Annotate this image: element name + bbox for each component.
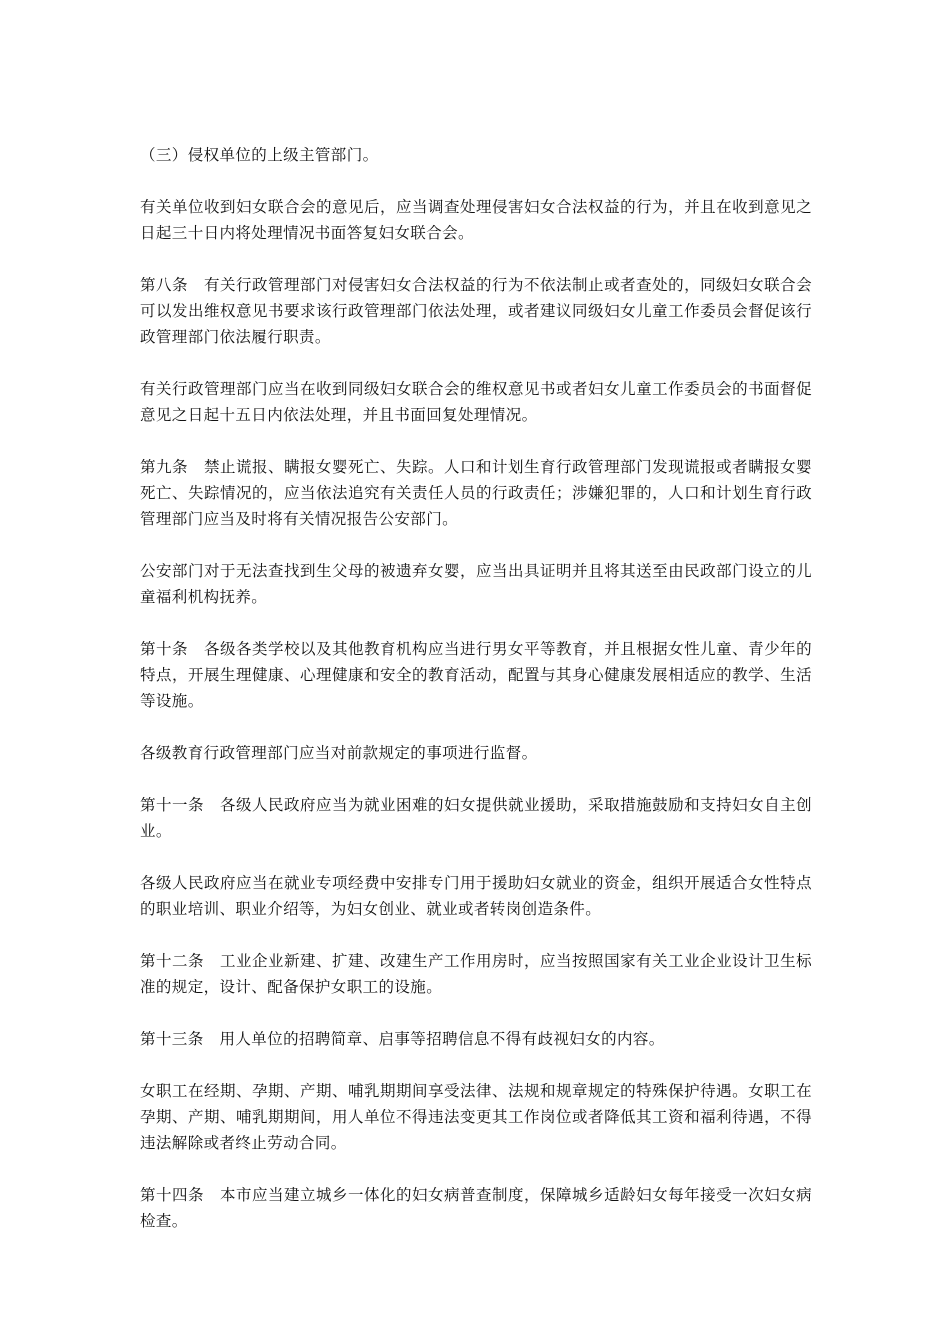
paragraph-education-supervision: 各级教育行政管理部门应当对前款规定的事项进行监督。	[140, 744, 538, 762]
paragraph-reply-within-15-days: 有关行政管理部门应当在收到同级妇女联合会的维权意见书或者妇女儿童工作委员会的书面督促意见之日起十五日内依法处理，并且书面回复处理情况。	[140, 380, 812, 424]
paragraph-reply-within-30-days: 有关单位收到妇女联合会的意见后，应当调查处理侵害妇女合法权益的行为，并且在收到意见之日起三十日内将处理情况书面答复妇女联合会。	[140, 198, 812, 242]
article-8: 第八条 有关行政管理部门对侵害妇女合法权益的行为不依法制止或者查处的，同级妇女联合会可以发出维权意见书要求该行政管理部门依法处理，或者建议同级妇女儿童工作委员会督促该行政管理部门依法履行职责。	[140, 276, 812, 346]
document-page	[140, 142, 812, 1260]
article-9: 第九条 禁止谎报、瞒报女婴死亡、失踪。人口和计划生育行政管理部门发现谎报或者瞒报女婴死亡、失踪情况的，应当依法追究有关责任人员的行政责任；涉嫌犯罪的，人口和计划生育行政管理部门应当及时将有关情况报告公安部门。	[140, 458, 812, 528]
paragraph-employment-funds: 各级人民政府应当在就业专项经费中安排专门用于援助妇女就业的资金，组织开展适合女性特点的职业培训、职业介绍等，为妇女创业、就业或者转岗创造条件。	[140, 874, 812, 918]
paragraph-superior-department: （三）侵权单位的上级主管部门。	[140, 146, 379, 164]
article-12: 第十二条 工业企业新建、扩建、改建生产工作用房时，应当按照国家有关工业企业设计卫生标准的规定，设计、配备保护女职工的设施。	[140, 952, 812, 996]
article-14: 第十四条 本市应当建立城乡一体化的妇女病普查制度，保障城乡适龄妇女每年接受一次妇女病检查。	[140, 1186, 812, 1230]
paragraph-female-worker-protection: 女职工在经期、孕期、产期、哺乳期期间享受法律、法规和规章规定的特殊保护待遇。女职工在孕期、产期、哺乳期期间，用人单位不得违法变更其工作岗位或者降低其工资和福利待遇，不得违法解除或者终止劳动合同。	[140, 1082, 812, 1152]
paragraph-abandoned-infants: 公安部门对于无法查找到生父母的被遗弃女婴，应当出具证明并且将其送至由民政部门设立的儿童福利机构抚养。	[140, 562, 812, 606]
article-11: 第十一条 各级人民政府应当为就业困难的妇女提供就业援助，采取措施鼓励和支持妇女自主创业。	[140, 796, 812, 840]
article-13: 第十三条 用人单位的招聘简章、启事等招聘信息不得有歧视妇女的内容。	[140, 1030, 665, 1048]
article-10: 第十条 各级各类学校以及其他教育机构应当进行男女平等教育，并且根据女性儿童、青少年的特点，开展生理健康、心理健康和安全的教育活动，配置与其身心健康发展相适应的教学、生活等设施。	[140, 640, 812, 710]
